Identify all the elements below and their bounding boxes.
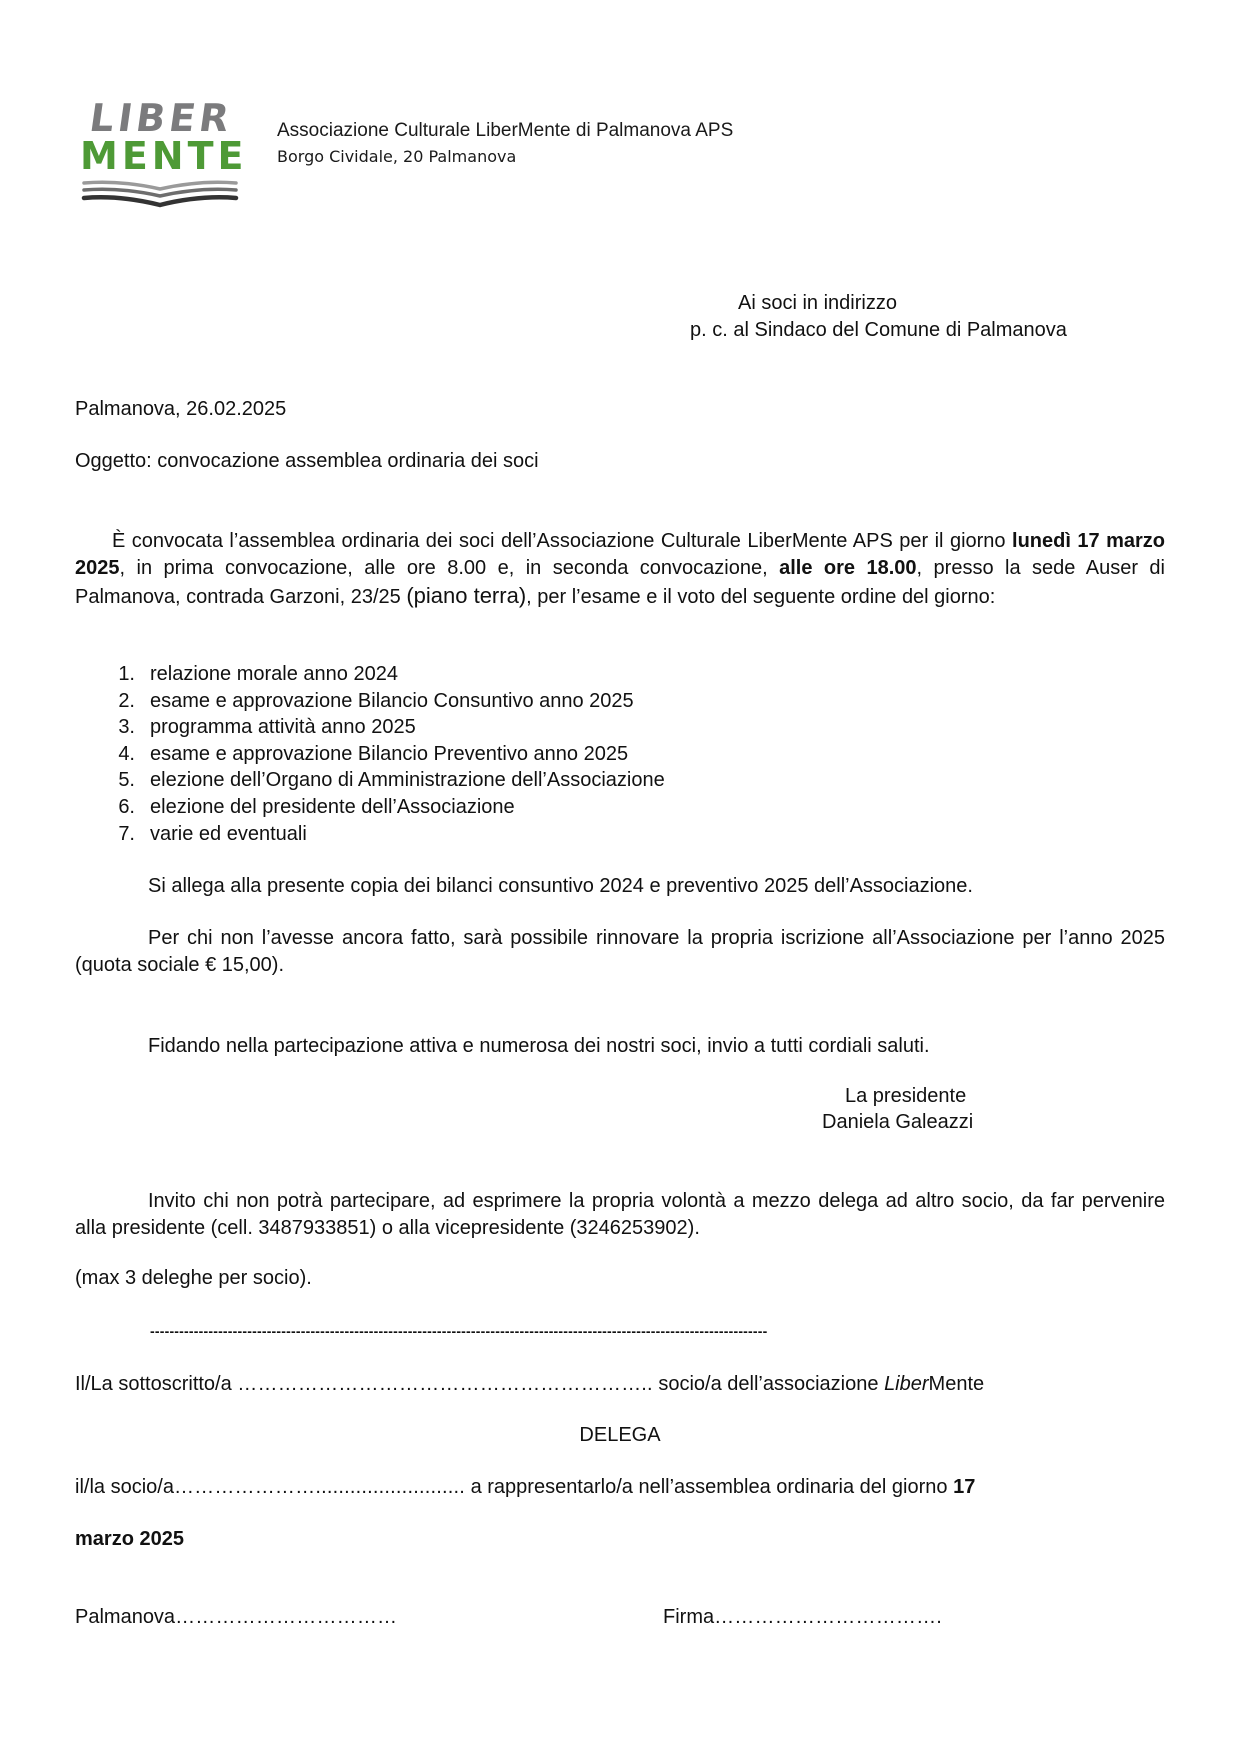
signature-line	[663, 1606, 942, 1629]
place-line	[75, 1606, 397, 1629]
agenda-list	[75, 661, 665, 847]
meeting-date: lunedì 17 marzo 2025	[75, 530, 1165, 579]
agenda-item	[75, 767, 665, 794]
undersigned-name-field[interactable]: ……………………………………………………..	[237, 1373, 653, 1395]
undersigned-label: Il/La sottoscritto/a	[75, 1373, 238, 1395]
agenda-text: elezione dell’Organo di Amministrazione dell’Associazione	[150, 769, 665, 792]
proxy-date-day: 17	[953, 1476, 976, 1498]
proxy-invitation	[75, 1188, 1165, 1242]
agenda-item	[75, 688, 665, 715]
place-label: Palmanova	[75, 1606, 176, 1628]
signature-role: La presidente	[845, 1085, 967, 1107]
proxy-title: DELEGA	[579, 1424, 661, 1446]
organization-address: Borgo Cividale, 20 Palmanova	[277, 147, 517, 166]
delegate-name-field[interactable]: …………………..........................	[173, 1476, 466, 1498]
association-name-rest: Mente	[928, 1373, 985, 1395]
renewal-note	[75, 925, 1165, 979]
undersigned-line	[75, 1373, 984, 1396]
closing-greeting: Fidando nella partecipazione attiva e numerosa dei nostri soci, invio a tutti cordiali saluti.	[148, 1035, 930, 1057]
convocation-paragraph	[75, 528, 1165, 611]
agenda-number: 5.	[118, 769, 135, 792]
body-text-2: , in prima convocazione, alle ore 8.00 e, in seconda convocazione,	[119, 557, 780, 579]
member-of-text: socio/a dell’associazione	[652, 1373, 885, 1395]
agenda-number: 4.	[118, 742, 135, 765]
represent-text: a rappresentarlo/a nell’assemblea ordinaria del giorno	[465, 1476, 954, 1498]
agenda-item	[75, 661, 665, 688]
meeting-time: alle ore 18.00	[779, 557, 917, 579]
delegate-label: il/la socio/a	[75, 1476, 174, 1498]
recipient-mayor-cc: p. c. al Sindaco del Comune di Palmanova	[690, 319, 1067, 341]
agenda-number: 1.	[118, 663, 135, 685]
agenda-number: 3.	[118, 716, 135, 739]
agenda-text: esame e approvazione Bilancio Preventivo anno 2025	[150, 742, 629, 765]
agenda-item	[75, 821, 665, 848]
body-text-1: È convocata l’assemblea ordinaria dei soci dell’Associazione Culturale LiberMente APS per il giorno	[112, 530, 1013, 552]
delegate-line	[75, 1476, 975, 1499]
libermente-logo	[78, 98, 248, 208]
agenda-number: 6.	[118, 795, 135, 818]
association-name-italic: Liber	[884, 1373, 929, 1395]
document-date: Palmanova, 26.02.2025	[75, 398, 287, 420]
proxy-invitation-text: Invito chi non potrà partecipare, ad esprimere la propria volontà a mezzo delega ad altro socio, da far pervenire alla presidente (cell. 3487933851) o alla vicepresidente (3246253902).	[75, 1190, 1165, 1239]
place-date-field[interactable]: ……………………………	[175, 1606, 398, 1628]
renewal-text: Per chi non l’avesse ancora fatto, sarà possibile rinnovare la propria iscrizione all’Associazione per l’anno 2025 (quota sociale € 15,00).	[75, 927, 1165, 976]
logo-word-mente: MENTE	[80, 134, 248, 178]
agenda-text: esame e approvazione Bilancio Consuntivo anno 2025	[150, 689, 634, 712]
agenda-text: varie ed eventuali	[150, 822, 307, 845]
body-text-4: , per l’esame e il voto del seguente ordine del giorno:	[526, 586, 996, 608]
agenda-text: elezione del presidente dell’Associazione	[150, 795, 515, 818]
agenda-text: relazione morale anno 2024	[150, 663, 398, 685]
signature-field[interactable]: …………………………….	[714, 1606, 943, 1628]
agenda-number: 2.	[118, 689, 135, 712]
floor-note: (piano terra)	[406, 583, 527, 608]
agenda-number: 7.	[118, 822, 135, 845]
document-subject: Oggetto: convocazione assemblea ordinaria dei soci	[75, 450, 539, 472]
cut-here-divider: -------------------------------------------------------------------------------------------------------------------------------	[150, 1323, 768, 1339]
recipient-members: Ai soci in indirizzo	[738, 292, 897, 314]
body-text-3: , presso la sede Auser di Palmanova, contrada Garzoni, 23/25	[75, 557, 1165, 608]
agenda-item	[75, 741, 665, 768]
logo-word-liber: LIBER	[86, 96, 236, 140]
attachment-note: Si allega alla presente copia dei bilanci consuntivo 2024 e preventivo 2025 dell’Associazione.	[148, 875, 973, 897]
signature-label: Firma	[663, 1606, 715, 1628]
organization-name: Associazione Culturale LiberMente di Palmanova APS	[277, 120, 734, 141]
proxy-limit-note: (max 3 deleghe per socio).	[75, 1267, 312, 1289]
open-book-icon	[80, 180, 240, 208]
proxy-date-month-year: marzo 2025	[75, 1528, 184, 1550]
signature-name: Daniela Galeazzi	[822, 1111, 974, 1133]
agenda-text: programma attività anno 2025	[150, 716, 416, 739]
agenda-item	[75, 794, 665, 821]
agenda-item	[75, 714, 665, 741]
